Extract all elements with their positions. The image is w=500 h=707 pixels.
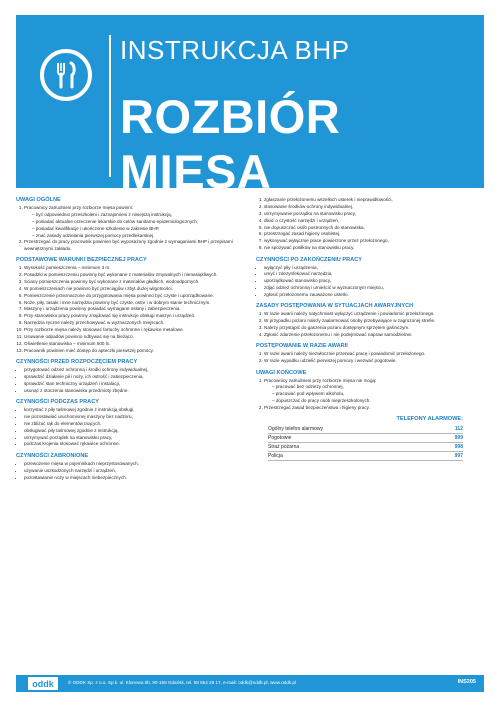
section xyxy=(256,343,478,364)
sub-list xyxy=(24,212,238,239)
section-title: UWAGI KOŃCOWE xyxy=(256,369,307,376)
page-title: ROZBIÓR MIĘSA xyxy=(120,90,341,198)
list-item: 2. Przestrzegać do pracy pracownik powinien być wyposażony zgodnie z wymaganiami BHP i przepisami wewnętrznymi zakładu. xyxy=(24,239,238,252)
section xyxy=(16,453,238,481)
oddk-logo-icon xyxy=(28,677,58,690)
list-item: 6. przestrzegać zasad higieny osobistej, xyxy=(264,231,478,237)
section xyxy=(16,257,238,354)
section-title: CZYNNOŚCI PODCZAS PRACY xyxy=(16,399,99,405)
section-list xyxy=(256,311,478,338)
header-subtitle: INSTRUKCJA BHP xyxy=(120,35,350,65)
phone-label: Straż pożarna xyxy=(268,443,300,450)
sub-list-item: – posiadać aktualne orzeczenie lekarskie do celów sanitarno-epidemiologicznych, xyxy=(32,219,238,225)
section xyxy=(16,359,238,394)
right-sections xyxy=(256,197,478,411)
instruction-body xyxy=(16,197,484,671)
sub-list xyxy=(264,384,478,404)
sub-list-item: – posiadać kwalifikacje i ukończone szkolenie w zakresie BHP, xyxy=(32,226,238,232)
list-item: 3. utrzymywanie porządku na stanowisku pracy, xyxy=(264,211,478,217)
svg-text:oddk: oddk xyxy=(32,679,54,689)
phones-title: TELEFONY ALARMOWE: xyxy=(396,416,463,423)
header-divider xyxy=(109,35,111,177)
section-list xyxy=(16,367,238,394)
list-item: 4. W pomieszczeniach nie powinno być przeciągów i zbyt dużej wilgotności. xyxy=(24,286,238,292)
list-item: • pozostawianie noży w miejscach niebezpiecznych. xyxy=(24,475,238,481)
phone-number: 998 xyxy=(454,443,463,450)
list-item: • obsługiwać piły taśmowej zgodnie z instrukcją, xyxy=(24,428,238,434)
sub-list-item: – pracować pod wpływem alkoholu, xyxy=(272,391,478,397)
list-item: • uporządkować stanowisko pracy, xyxy=(264,278,478,284)
list-item: • sprawdzić działanie pił i noży, ich ostrość i zabezpieczenia, xyxy=(24,374,238,380)
footer-text: © ODDK Sp. z o.o. Sp.k. ul. Klonowa 9b, 80-158 Gdańsk, tel. 58 554 29 17, e-mail: oddk@oddk.pl, www.oddk.pl xyxy=(68,680,296,685)
section xyxy=(256,370,478,412)
sub-list-item: – być odpowiednio przeszkoleni i zaznajomieni z niniejszą instrukcją, xyxy=(32,212,238,218)
section-title: PODSTAWOWE WARUNKI BEZPIECZNEJ PRACY xyxy=(16,257,147,264)
list-item: • przewożenie mięsa w pojemnikach nieprzystosowanych, xyxy=(24,461,238,467)
list-item: • nie zbliżać rąk do elementów tnących, xyxy=(24,421,238,427)
list-item: 8. Przy stanowisku pracy powinny znajdować się instrukcje obsługi maszyn i urządzeń. xyxy=(24,313,238,319)
list-item: • używanie uszkodzonych narzędzi i urządzeń, xyxy=(24,468,238,474)
list-item: 2. Posadzki w pomieszczeniu powinny być wykonane z materiałów zmywalnych i nienasiąkliwych. xyxy=(24,272,238,278)
list-item: • korzystać z piły taśmowej zgodnie z instrukcją obsługi, xyxy=(24,407,238,413)
list-item: 5. nie dopuszczać osób postronnych do stanowiska, xyxy=(264,225,478,231)
list-item: 2. Przestrzegać zasad bezpieczeństwa i higieny pracy. xyxy=(264,405,478,411)
list-item: • sprawdzić stan techniczny urządzeń i instalacji, xyxy=(24,381,238,387)
phone-label: Pogotowie xyxy=(268,434,292,441)
section xyxy=(16,197,238,252)
phone-row xyxy=(268,452,463,461)
phone-number: 997 xyxy=(454,452,463,459)
list-item: • przygotować odzież ochronną i środki ochrony indywidualnej, xyxy=(24,367,238,373)
phone-row xyxy=(268,425,463,434)
list-item: • zdjąć odzież ochronną i umieścić w wyznaczonym miejscu, xyxy=(264,285,478,291)
phone-list xyxy=(268,425,463,461)
right-column xyxy=(256,197,478,461)
list-item: 8. nie spożywać posiłków na stanowisku pracy. xyxy=(264,245,478,251)
list-item: 1. Wysokość pomieszczenia – minimum 3 m. xyxy=(24,265,238,271)
list-item: 4. dbać o czystość narzędzi i urządzeń, xyxy=(264,218,478,224)
list-item: • usunąć z otoczenia stanowiska przedmioty zbędne. xyxy=(24,388,238,394)
phone-row xyxy=(268,434,463,443)
list-item: 7. Maszyny i urządzenia powinny posiadać wymagane osłony i zabezpieczenia. xyxy=(24,306,238,312)
section-list xyxy=(256,197,478,252)
list-item: 3. Należy przystąpić do gaszenia pożaru dostępnym sprzętem gaśniczym. xyxy=(264,325,478,331)
section-list xyxy=(16,461,238,481)
section-list xyxy=(16,265,238,354)
phone-number: 112 xyxy=(454,425,463,432)
list-item: 6. Noże, piły, tasaki i inne narzędzia powinny być czyste, ostre i w dobrym stanie technicznym. xyxy=(24,300,238,306)
list-item: 12. Oświetlenie stanowiska – minimum 500 lx. xyxy=(24,341,238,347)
section-list xyxy=(256,378,478,412)
list-item: 7. wykonywać wyłącznie prace powierzone przez przełożonego, xyxy=(264,238,478,244)
list-item: • utrzymywać porządek na stanowisku pracy, xyxy=(24,435,238,441)
section-list xyxy=(16,205,238,252)
list-item: 1. Pracownicy zatrudnieni przy rozbiorze mięsa nie mogą: xyxy=(264,378,478,384)
sub-list-item: – pracować bez odzieży ochronnej, xyxy=(272,384,478,390)
list-item: • zgłosić przełożonemu zauważone usterki. xyxy=(264,292,478,298)
list-item: 1. W razie awarii należy niezwłocznie przerwać pracę i powiadomić przełożonego. xyxy=(264,351,478,357)
left-column xyxy=(16,197,238,486)
footer-bar xyxy=(16,675,484,692)
list-item: • wyłączyć piły i urządzenia, xyxy=(264,265,478,271)
fork-knife-icon xyxy=(40,49,92,101)
section-title: ZASADY POSTĘPOWANIA W SYTUACJACH AWARYJNYCH xyxy=(256,303,414,310)
list-item: 1. zgłaszanie przełożonemu wszelkich usterek i nieprawidłowości, xyxy=(264,197,478,203)
section xyxy=(256,303,478,338)
list-item: • nie pozostawiać uruchomionej maszyny bez nadzoru, xyxy=(24,414,238,420)
section xyxy=(16,399,238,448)
document-code: INS205 xyxy=(457,679,476,685)
phone-number: 999 xyxy=(454,434,463,441)
list-item: 13. Pracownik powinien mieć dostęp do apteczki pierwszej pomocy. xyxy=(24,348,238,354)
section-list xyxy=(16,407,238,448)
sub-list-item: – dopuszczać do pracy osób nieprzeszkolonych. xyxy=(272,398,478,404)
list-item: 2. stosowanie środków ochrony indywidualnej, xyxy=(264,204,478,210)
sub-list-item: – znać zasady udzielania pierwszej pomocy przedlekarskiej. xyxy=(32,233,238,239)
list-item: 4. Zgłosić zdarzenie przełożonemu i nie podejmować napraw samodzielnie. xyxy=(264,332,478,338)
section xyxy=(256,197,478,252)
section-title: CZYNNOŚCI PRZED ROZPOCZĘCIEM PRACY xyxy=(16,359,138,366)
list-item: 1. W razie awarii należy natychmiast wyłączyć urządzenie i powiadomić przełożonego. xyxy=(264,311,478,317)
section-title: CZYNNOŚCI ZABRONIONE xyxy=(16,452,89,459)
emergency-phones xyxy=(268,416,463,460)
list-item: • podczas krojenia stosować rękawice ochronne. xyxy=(24,441,238,447)
section-title: CZYNNOŚCI PO ZAKOŃCZENIU PRACY xyxy=(256,256,362,263)
phone-label: Policja xyxy=(268,452,283,459)
section-title: UWAGI OGÓLNE xyxy=(16,197,61,203)
list-item: 2. W razie wypadku udzielić pierwszej pomocy i wezwać pogotowie. xyxy=(264,358,478,364)
list-item: • umyć i zdezynfekować narzędzia, xyxy=(264,271,478,277)
list-item: 5. Pomieszczenie przeznaczone do przygotowania mięsa powinno być czyste i uporządkowane. xyxy=(24,293,238,299)
section-title: POSTĘPOWANIE W RAZIE AWARII xyxy=(256,343,348,350)
section-list xyxy=(256,265,478,299)
list-item: 3. Ściany pomieszczenia powinny być wykonane z materiałów gładkich, wodoodpornych. xyxy=(24,279,238,285)
section xyxy=(256,257,478,299)
section-list xyxy=(256,351,478,364)
list-item: 10. Przy rozbiorze mięsa należy stosować fartuchy ochronne i rękawice metalowe. xyxy=(24,327,238,333)
list-item: 2. W przypadku pożaru należy zaalarmować osoby przebywające w zagrożonej strefie. xyxy=(264,318,478,324)
list-item: 9. Narzędzia ręczne należy przechowywać w wyznaczonych miejscach. xyxy=(24,320,238,326)
phone-row xyxy=(268,443,463,452)
phone-label: Ogólny telefon alarmowy xyxy=(268,425,324,432)
list-item: 1. Pracownicy zatrudnieni przy rozbiorze mięsa powinni: xyxy=(24,205,238,211)
list-item: 11. Usuwanie odpadów powinno odbywać się na bieżąco. xyxy=(24,334,238,340)
header-banner xyxy=(16,15,484,198)
